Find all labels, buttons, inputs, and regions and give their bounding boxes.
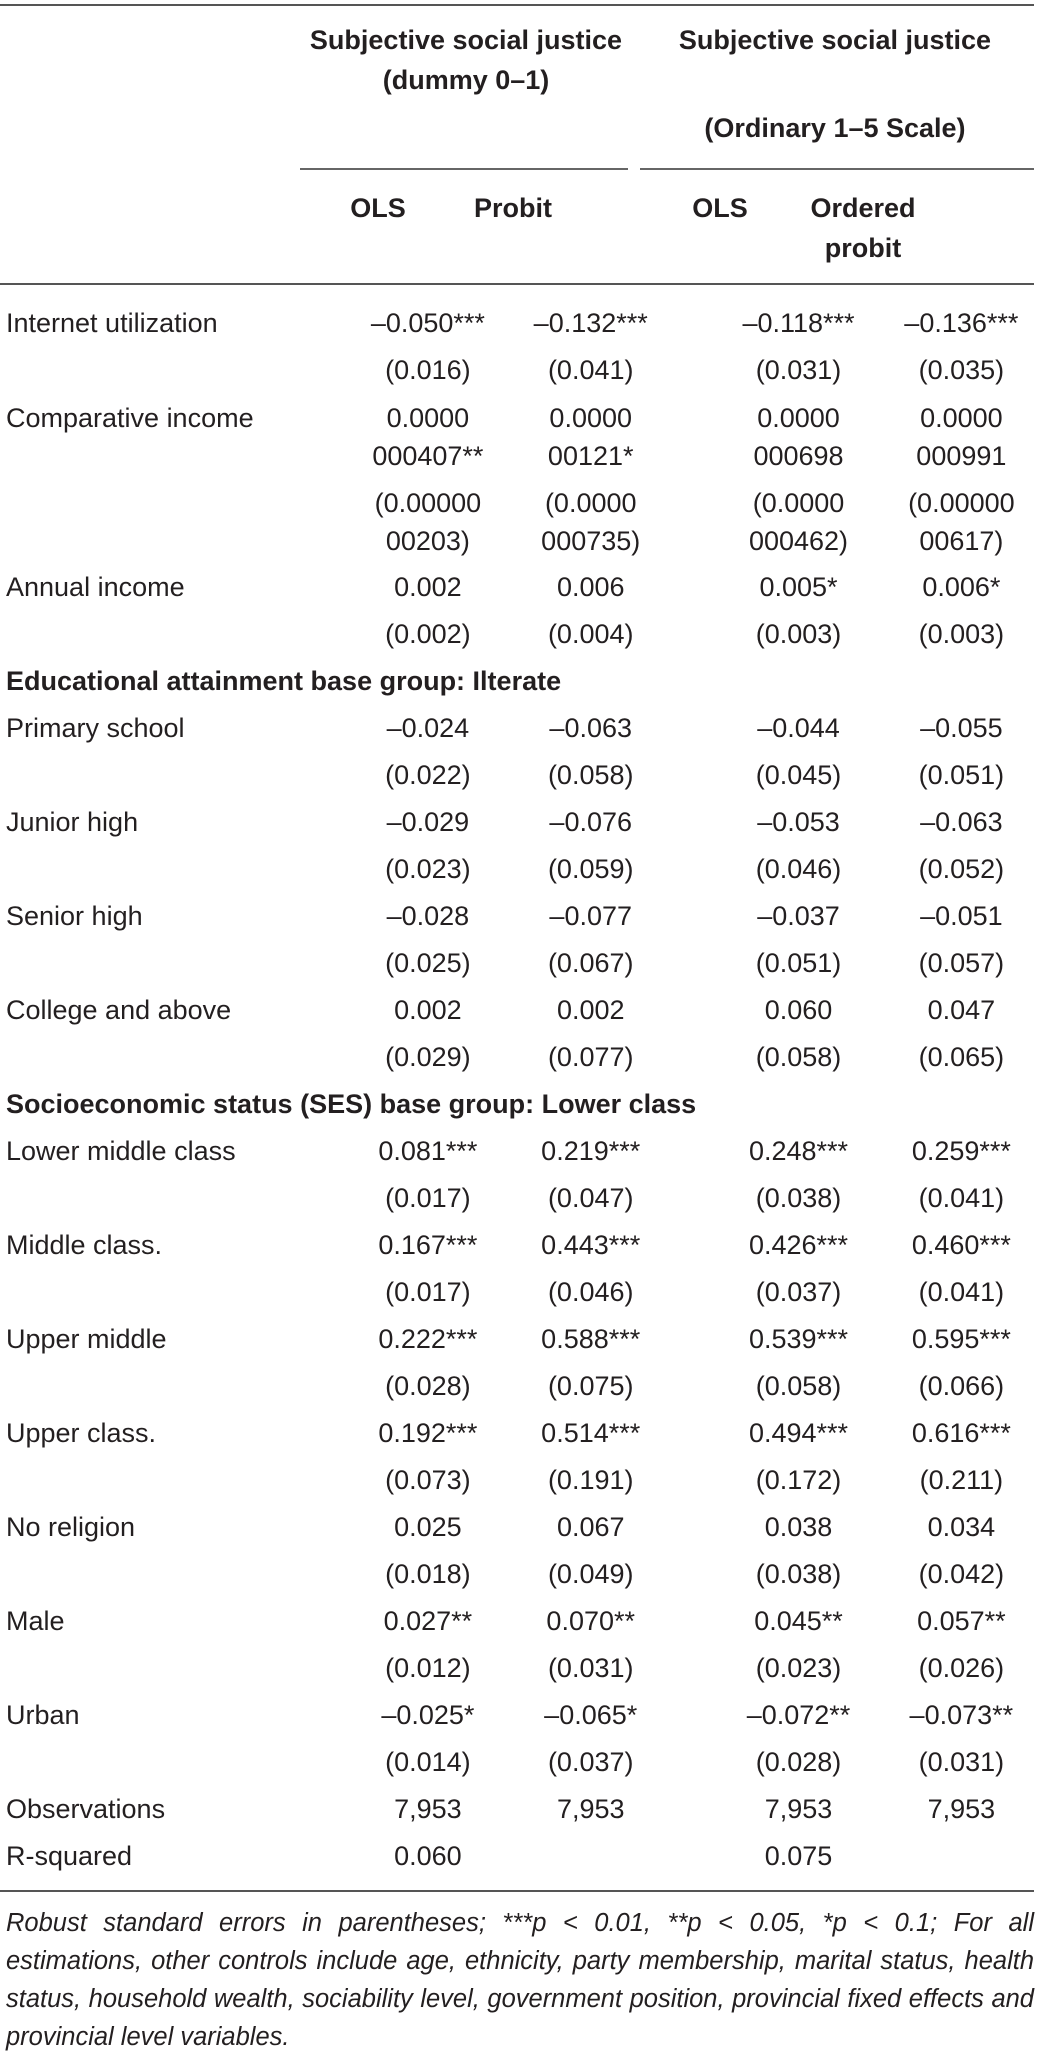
table-cell: (0.045)	[755, 760, 842, 790]
table-cell: (0.00000 00617)	[908, 488, 1015, 556]
column-gap	[669, 1457, 714, 1504]
table-cell: 7,953	[556, 1794, 625, 1824]
table-cell: –0.028	[386, 901, 470, 931]
column-gap	[669, 347, 714, 394]
table-cell: –0.024	[386, 713, 470, 743]
table-cell: 0.057**	[917, 1606, 1006, 1636]
table-cell: (0.073)	[385, 1465, 471, 1495]
table-cell: 0.494***	[748, 1418, 849, 1448]
column-gap	[669, 394, 714, 479]
table-row	[0, 1692, 1040, 1739]
column-gap	[669, 705, 714, 752]
table-cell: 0.002	[556, 995, 625, 1025]
table-row	[0, 1786, 1040, 1833]
table-row	[0, 1504, 1040, 1551]
section-heading: Socioeconomic status (SES) base group: Lower class	[6, 1089, 697, 1119]
table-cell: 0.067	[556, 1512, 625, 1542]
table-row	[0, 1175, 1040, 1222]
table-cell: (0.037)	[547, 1747, 634, 1777]
table-cell: (0.017)	[385, 1277, 471, 1307]
row-label: Primary school	[6, 713, 185, 743]
column-gap	[669, 300, 714, 347]
table-row	[0, 752, 1040, 799]
table-cell: (0.067)	[547, 948, 634, 978]
column-gap	[669, 564, 714, 611]
row-label	[0, 347, 344, 394]
table-cell: 0.0000 00121*	[547, 403, 634, 471]
table-row	[0, 1457, 1040, 1504]
row-label	[0, 846, 344, 893]
table-cell: (0.051)	[918, 760, 1005, 790]
table-cell: (0.0000 000462)	[748, 488, 849, 556]
column-gap	[669, 1222, 714, 1269]
column-gap	[669, 1175, 714, 1222]
row-label: Male	[6, 1606, 65, 1636]
table-cell: 0.616***	[911, 1418, 1011, 1448]
table-cell: 0.027**	[383, 1606, 473, 1636]
table-row	[0, 846, 1040, 893]
table-cell: (0.038)	[755, 1559, 842, 1589]
group-underline-dummy	[300, 168, 628, 170]
table-cell: (0.066)	[918, 1371, 1005, 1401]
column-gap	[669, 1645, 714, 1692]
row-label: Upper class.	[6, 1418, 157, 1448]
table-cell: 0.047	[927, 995, 996, 1025]
table-cell: –0.076	[549, 807, 633, 837]
column-gap	[669, 1504, 714, 1551]
table-cell: 0.219***	[541, 1136, 641, 1166]
group-header-dummy-line2: (dummy 0–1)	[382, 65, 550, 95]
table-cell: (0.049)	[547, 1559, 634, 1589]
table-cell: –0.051	[920, 901, 1003, 931]
column-gap	[669, 1128, 714, 1175]
table-row	[0, 987, 1040, 1034]
row-label	[0, 1457, 344, 1504]
group-header-dummy	[296, 20, 636, 100]
table-cell: 0.426***	[748, 1230, 849, 1260]
bottom-rule	[0, 1890, 1034, 1892]
row-label: Observations	[6, 1794, 166, 1824]
top-rule	[0, 4, 1034, 6]
table-cell: (0.046)	[547, 1277, 634, 1307]
table-cell: (0.026)	[918, 1653, 1005, 1683]
column-gap	[669, 479, 714, 564]
table-row	[0, 1833, 1040, 1880]
row-label: Annual income	[6, 572, 185, 602]
table-cell: –0.029	[386, 807, 470, 837]
row-label: R-squared	[6, 1841, 133, 1871]
table-cell: 0.595***	[911, 1324, 1011, 1354]
table-cell: 0.006*	[922, 572, 1001, 602]
table-cell: (0.046)	[755, 854, 842, 884]
table-cell: (0.051)	[755, 948, 842, 978]
table-cell: (0.041)	[547, 355, 634, 385]
row-label: Senior high	[6, 901, 143, 931]
table-cell: –0.077	[549, 901, 633, 931]
table-row	[0, 1551, 1040, 1598]
row-label: Lower middle class	[6, 1136, 236, 1166]
table-cell: (0.002)	[385, 619, 471, 649]
row-label	[0, 1175, 344, 1222]
table-cell: –0.055	[920, 713, 1003, 743]
column-gap	[669, 1786, 714, 1833]
table-cell: 0.259***	[911, 1136, 1011, 1166]
table-cell	[512, 1833, 669, 1880]
row-label: College and above	[6, 995, 232, 1025]
column-gap	[669, 987, 714, 1034]
table-cell: (0.191)	[547, 1465, 634, 1495]
section-row	[0, 1081, 1040, 1128]
table-cell: (0.172)	[755, 1465, 842, 1495]
column-header-ols-2: OLS	[692, 193, 748, 223]
column-gap	[669, 752, 714, 799]
table-cell: –0.063	[549, 713, 633, 743]
column-header-ordered-probit: Ordered probit	[810, 193, 916, 263]
table-cell: (0.017)	[385, 1183, 471, 1213]
table-row	[0, 1598, 1040, 1645]
table-cell: (0.028)	[385, 1371, 471, 1401]
row-label	[0, 1034, 344, 1081]
table-row	[0, 705, 1040, 752]
table-cell: 0.060	[764, 995, 833, 1025]
table-cell: (0.059)	[547, 854, 634, 884]
table-cell: (0.025)	[385, 948, 471, 978]
table-row	[0, 1222, 1040, 1269]
table-row	[0, 893, 1040, 940]
column-gap	[669, 611, 714, 658]
table-cell: 0.167***	[378, 1230, 478, 1260]
group-header-ordinal-line1: Subjective social justice	[678, 25, 992, 55]
table-cell: 0.248***	[748, 1136, 849, 1166]
table-cell: 0.081***	[378, 1136, 478, 1166]
row-label: Internet utilization	[6, 308, 218, 338]
table-cell: 0.588***	[541, 1324, 641, 1354]
table-cell: 0.0000 000407**	[372, 403, 484, 471]
table-cell: 0.075	[764, 1841, 833, 1871]
table-cell: –0.072**	[746, 1700, 851, 1730]
table-cell: –0.063	[920, 807, 1003, 837]
table-cell: (0.018)	[385, 1559, 471, 1589]
table-cell: 0.045**	[754, 1606, 843, 1636]
row-label: No religion	[6, 1512, 136, 1542]
table-cell: (0.041)	[918, 1183, 1005, 1213]
table-cell: (0.058)	[755, 1042, 842, 1072]
table-cell: (0.0000 000735)	[541, 488, 641, 556]
table-row	[0, 1363, 1040, 1410]
table-cell	[883, 1833, 1040, 1880]
column-gap	[669, 846, 714, 893]
table-cell: 0.002	[394, 572, 462, 602]
table-row	[0, 611, 1040, 658]
table-cell: –0.044	[757, 713, 840, 743]
header-rule	[0, 283, 1034, 285]
table-row	[0, 1128, 1040, 1175]
table-row	[0, 1269, 1040, 1316]
table-cell: (0.035)	[918, 355, 1005, 385]
column-gap	[669, 940, 714, 987]
table-cell: (0.014)	[385, 1747, 471, 1777]
table-row	[0, 1739, 1040, 1786]
row-label: Upper middle	[6, 1324, 167, 1354]
column-gap	[669, 1410, 714, 1457]
table-cell: 0.034	[927, 1512, 996, 1542]
row-label	[0, 1363, 344, 1410]
table-cell: 7,953	[394, 1794, 462, 1824]
table-cell: (0.00000 00203)	[374, 488, 482, 556]
table-cell: (0.211)	[919, 1465, 1004, 1495]
table-row	[0, 300, 1040, 347]
table-cell: (0.023)	[755, 1653, 842, 1683]
table-cell: 7,953	[764, 1794, 833, 1824]
table-row	[0, 940, 1040, 987]
table-cell: (0.016)	[385, 355, 471, 385]
table-cell: (0.065)	[918, 1042, 1005, 1072]
table-cell: (0.031)	[547, 1653, 634, 1683]
group-underline-ordinal	[640, 168, 1034, 170]
column-gap	[669, 1363, 714, 1410]
table-cell: –0.073**	[909, 1700, 1014, 1730]
row-label	[0, 1645, 344, 1692]
table-cell: 0.025	[394, 1512, 462, 1542]
column-gap	[669, 893, 714, 940]
table-cell: –0.065*	[544, 1700, 638, 1730]
table-cell: 0.443***	[541, 1230, 641, 1260]
table-cell: (0.012)	[385, 1653, 471, 1683]
table-cell: 0.192***	[378, 1418, 478, 1448]
table-cell: 0.005*	[759, 572, 838, 602]
table-cell: 0.070**	[546, 1606, 636, 1636]
table-cell: –0.136***	[904, 308, 1019, 338]
row-label	[0, 752, 344, 799]
row-label: Comparative income	[6, 403, 254, 433]
table-cell: (0.037)	[755, 1277, 842, 1307]
table-row	[0, 479, 1040, 564]
results-table	[0, 300, 1040, 1880]
table-cell: 0.038	[764, 1512, 833, 1542]
table-cell: 0.0000 000698	[753, 403, 844, 471]
table-cell: (0.057)	[918, 948, 1005, 978]
row-label	[0, 479, 344, 564]
column-gap	[669, 1316, 714, 1363]
table-row	[0, 1034, 1040, 1081]
group-header-ordinal-line2: (Ordinary 1–5 Scale)	[704, 113, 966, 143]
row-label	[0, 611, 344, 658]
table-cell: –0.118***	[742, 308, 855, 338]
table-cell: –0.132***	[533, 308, 648, 338]
table-cell: 0.460***	[911, 1230, 1011, 1260]
row-label: Urban	[6, 1700, 80, 1730]
table-row	[0, 1645, 1040, 1692]
row-label	[0, 940, 344, 987]
table-cell: 0.0000 000991	[916, 403, 1007, 471]
column-gap	[669, 799, 714, 846]
row-label: Middle class.	[6, 1230, 163, 1260]
section-row	[0, 658, 1040, 705]
table-cell: (0.041)	[918, 1277, 1005, 1307]
section-heading: Educational attainment base group: Ilterate	[6, 666, 562, 696]
column-gap	[669, 1833, 714, 1880]
table-cell: (0.042)	[918, 1559, 1005, 1589]
row-label	[0, 1739, 344, 1786]
column-header-ols-1: OLS	[350, 193, 406, 223]
table-row	[0, 1410, 1040, 1457]
table-footnote: Robust standard errors in parentheses; ***p < 0.01, **p < 0.05, *p < 0.1; For all estimations, other controls include age, ethnicity, party membership, marital status, health status, household wealth, sociability level, government position, provincial fixed effects and provincial level variables.	[6, 1909, 1034, 2051]
table-cell: (0.028)	[755, 1747, 842, 1777]
table-cell: –0.050***	[370, 308, 485, 338]
table-cell: (0.004)	[547, 619, 634, 649]
table-row	[0, 394, 1040, 479]
table-cell: 0.222***	[378, 1324, 478, 1354]
table-cell: (0.031)	[918, 1747, 1005, 1777]
table-row	[0, 1316, 1040, 1363]
table-cell: –0.025*	[381, 1700, 475, 1730]
column-gap	[669, 1739, 714, 1786]
table-cell: (0.058)	[755, 1371, 842, 1401]
column-gap	[669, 1598, 714, 1645]
column-gap	[669, 1692, 714, 1739]
table-cell: 0.006	[556, 572, 625, 602]
table-cell: 0.539***	[748, 1324, 849, 1354]
table-cell: (0.047)	[547, 1183, 634, 1213]
table-cell: (0.003)	[918, 619, 1005, 649]
table-row	[0, 799, 1040, 846]
table-cell: (0.023)	[385, 854, 471, 884]
column-gap	[669, 1269, 714, 1316]
column-header-probit: Probit	[474, 193, 552, 223]
table-cell: –0.053	[757, 807, 840, 837]
table-cell: (0.052)	[918, 854, 1005, 884]
table-cell: (0.075)	[547, 1371, 634, 1401]
table-row	[0, 347, 1040, 394]
row-label: Junior high	[6, 807, 139, 837]
row-label	[0, 1551, 344, 1598]
table-cell: (0.077)	[547, 1042, 634, 1072]
row-label	[0, 1269, 344, 1316]
table-cell: (0.031)	[755, 355, 842, 385]
table-cell: (0.058)	[547, 760, 634, 790]
table-cell: 0.002	[394, 995, 462, 1025]
table-cell: 0.514***	[541, 1418, 641, 1448]
column-gap	[669, 1551, 714, 1598]
table-cell: (0.003)	[755, 619, 842, 649]
table-cell: (0.029)	[385, 1042, 471, 1072]
column-gap	[669, 1034, 714, 1081]
results-table-body	[0, 300, 1040, 1880]
group-header-dummy-line1: Subjective social justice	[309, 25, 623, 55]
table-cell: (0.038)	[755, 1183, 842, 1213]
table-cell: 0.060	[394, 1841, 462, 1871]
table-row	[0, 564, 1040, 611]
table-cell: 7,953	[927, 1794, 996, 1824]
table-cell: –0.037	[757, 901, 840, 931]
table-cell: (0.022)	[385, 760, 471, 790]
